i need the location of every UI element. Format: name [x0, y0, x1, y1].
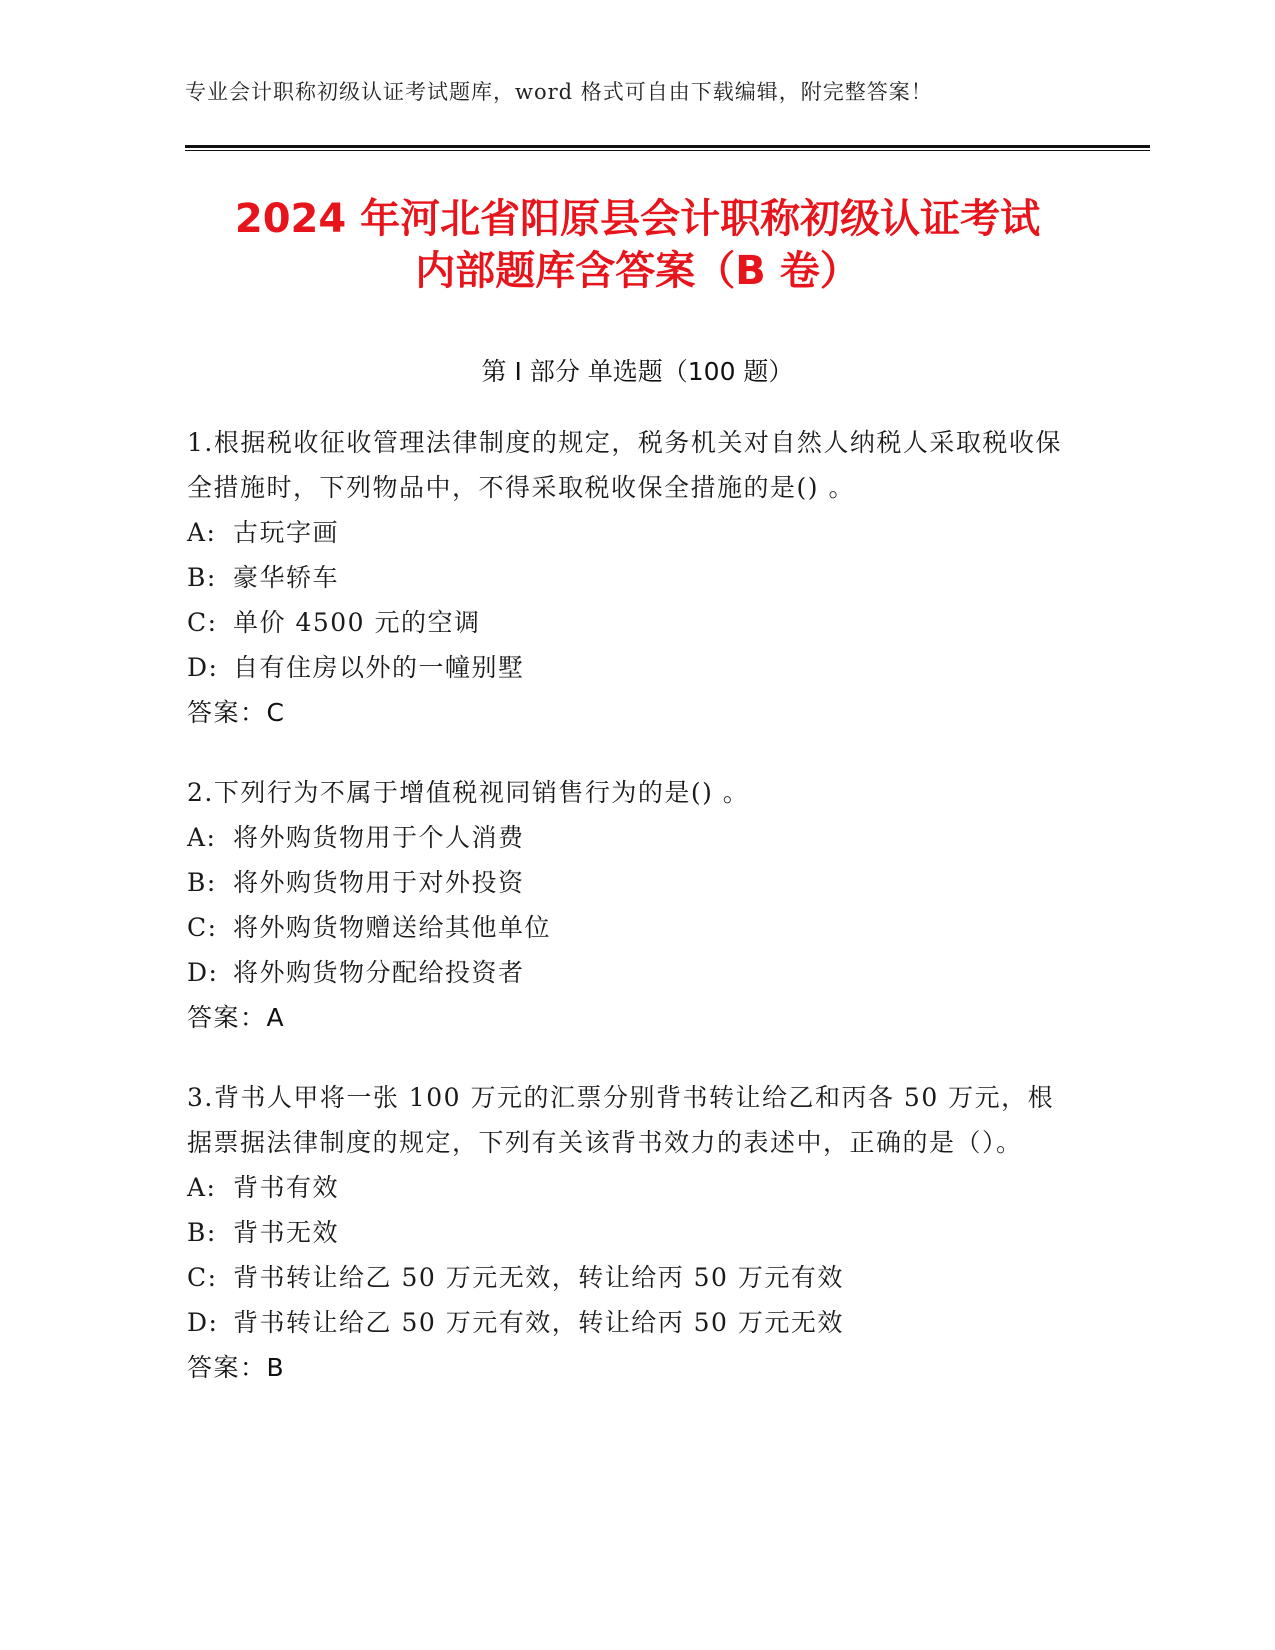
option-b	[187, 555, 1067, 600]
header-note: 专业会计职称初级认证考试题库，word 格式可自由下载编辑，附完整答案！	[185, 80, 933, 104]
document-title	[150, 193, 1125, 297]
option-text: 古玩字画	[233, 518, 340, 547]
answer-line: 答案：C	[187, 698, 286, 727]
option-text: 豪华轿车	[233, 563, 340, 592]
option-text: 背书转让给乙 50 万元有效，转让给丙 50 万元无效	[233, 1308, 844, 1337]
option-text: 背书转让给乙 50 万元无效，转让给丙 50 万元有效	[233, 1263, 844, 1292]
option-letter: D:	[187, 653, 219, 682]
option-letter: B:	[187, 868, 217, 897]
option-text: 单价 4500 元的空调	[233, 608, 481, 637]
option-letter: B:	[187, 1218, 217, 1247]
option-text: 将外购货物用于对外投资	[233, 868, 525, 897]
option-text: 将外购货物用于个人消费	[233, 823, 525, 852]
option-c	[187, 905, 1067, 950]
option-d	[187, 645, 1067, 690]
question-1	[187, 420, 1067, 735]
question-stem: 2.下列行为不属于增值税视同销售行为的是() 。	[187, 778, 750, 807]
answer-line: 答案：A	[187, 1003, 286, 1032]
header-divider	[185, 145, 1150, 148]
option-letter: A:	[187, 823, 217, 852]
option-letter: C:	[187, 608, 218, 637]
option-text: 背书无效	[233, 1218, 340, 1247]
header-divider-thin	[185, 150, 1150, 151]
option-letter: A:	[187, 1173, 217, 1202]
option-b	[187, 1210, 1067, 1255]
option-text: 自有住房以外的一幢别墅	[233, 653, 525, 682]
option-b	[187, 860, 1067, 905]
option-letter: D:	[187, 958, 219, 987]
section-heading: 第 I 部分 单选题（100 题）	[481, 357, 794, 386]
question-stem: 3.背书人甲将一张 100 万元的汇票分别背书转让给乙和丙各 50 万元，根据票据法律制度的规定，下列有关该背书效力的表述中，正确的是（）。	[187, 1083, 1055, 1157]
option-d	[187, 950, 1067, 995]
option-text: 将外购货物赠送给其他单位	[233, 913, 552, 942]
option-letter: A:	[187, 518, 217, 547]
option-a	[187, 1165, 1067, 1210]
option-a	[187, 510, 1067, 555]
question-2	[187, 770, 1067, 1040]
option-c	[187, 1255, 1067, 1300]
option-letter: D:	[187, 1308, 219, 1337]
question-3	[187, 1075, 1067, 1390]
option-text: 将外购货物分配给投资者	[233, 958, 525, 987]
document-title-line-1: 2024 年河北省阳原县会计职称初级认证考试	[234, 196, 1041, 242]
option-letter: C:	[187, 1263, 218, 1292]
option-a	[187, 815, 1067, 860]
document-title-line-2: 内部题库含答案（B 卷）	[415, 248, 860, 294]
option-letter: C:	[187, 913, 218, 942]
answer-line: 答案：B	[187, 1353, 286, 1382]
option-d	[187, 1300, 1067, 1345]
option-letter: B:	[187, 563, 217, 592]
option-text: 背书有效	[233, 1173, 340, 1202]
question-stem: 1.根据税收征收管理法律制度的规定，税务机关对自然人纳税人采取税收保全措施时，下列物品中，不得采取税收保全措施的是() 。	[187, 428, 1062, 502]
option-c	[187, 600, 1067, 645]
